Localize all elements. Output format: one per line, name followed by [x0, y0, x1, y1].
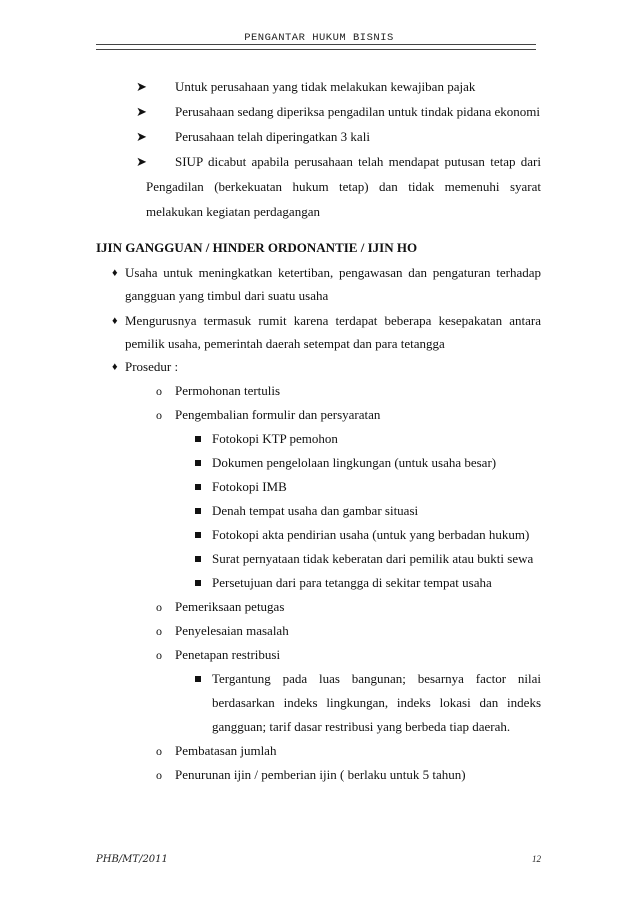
circle-bullet-icon: o: [156, 768, 162, 782]
requirement-item: Fotokopi IMB: [212, 479, 287, 494]
diamond-bullet-icon: ♦: [112, 315, 118, 327]
circle-bullet-icon: o: [156, 744, 162, 758]
circle-bullet-icon: o: [156, 384, 162, 398]
arrow-bullet-icon: ➤: [136, 154, 147, 169]
square-bullet-icon: [195, 436, 201, 442]
page-number: 12: [532, 854, 541, 864]
bullet-item: Mengurusnya termasuk rumit karena terdapat beberapa kesepakatan antara: [125, 313, 541, 328]
circle-bullet-icon: o: [156, 648, 162, 662]
procedure-step: Pembatasan jumlah: [175, 743, 277, 758]
header-rule: [96, 44, 536, 50]
arrow-bullet-icon: ➤: [136, 129, 147, 144]
square-bullet-icon: [195, 508, 201, 514]
circle-bullet-icon: o: [156, 408, 162, 422]
retribution-text: berdasarkan indeks lingkungan, indeks lokasi dan indeks: [212, 695, 541, 710]
arrow-bullet-icon: ➤: [136, 79, 147, 94]
arrow-item-continuation: melakukan kegiatan perdagangan: [146, 204, 320, 219]
page-header: PENGANTAR HUKUM BISNIS: [244, 32, 394, 44]
circle-bullet-icon: o: [156, 600, 162, 614]
square-bullet-icon: [195, 460, 201, 466]
procedure-step: Penyelesaian masalah: [175, 623, 289, 638]
procedure-step: Penurunan ijin / pemberian ijin ( berlaku untuk 5 tahun): [175, 767, 466, 782]
square-bullet-icon: [195, 532, 201, 538]
square-bullet-icon: [195, 484, 201, 490]
bullet-item-continuation: gangguan yang timbul dari suatu usaha: [125, 288, 329, 303]
arrow-item: Untuk perusahaan yang tidak melakukan kewajiban pajak: [175, 79, 476, 94]
square-bullet-icon: [195, 580, 201, 586]
bullet-item: Usaha untuk meningkatkan ketertiban, pengawasan dan pengaturan terhadap: [125, 265, 541, 280]
footer-code: PHB/MT/2011: [96, 854, 168, 865]
procedure-step: Pengembalian formulir dan persyaratan: [175, 407, 381, 422]
requirement-item: Fotokopi KTP pemohon: [212, 431, 338, 446]
requirement-item: Dokumen pengelolaan lingkungan (untuk usaha besar): [212, 455, 497, 470]
requirement-item: Surat pernyataan tidak keberatan dari pemilik atau bukti sewa: [212, 551, 534, 566]
requirement-item: Persetujuan dari para tetangga di sekitar tempat usaha: [212, 575, 492, 590]
bullet-item-continuation: pemilik usaha, pemerintah daerah setempat dan para tetangga: [125, 336, 445, 351]
square-bullet-icon: [195, 676, 201, 682]
section-heading: IJIN GANGGUAN / HINDER ORDONANTIE / IJIN HO: [96, 240, 418, 255]
retribution-text: gangguan; tarif dasar restribusi yang berbeda tiap daerah.: [212, 719, 511, 734]
requirement-item: Fotokopi akta pendirian usaha (untuk yang berbadan hukum): [212, 527, 530, 542]
diamond-bullet-icon: ♦: [112, 267, 118, 279]
circle-bullet-icon: o: [156, 624, 162, 638]
retribution-text: Tergantung pada luas bangunan; besarnya factor nilai: [212, 671, 541, 686]
procedure-step: Permohonan tertulis: [175, 383, 281, 398]
square-bullet-icon: [195, 556, 201, 562]
bullet-item: Prosedur :: [125, 359, 179, 374]
procedure-step: Pemeriksaan petugas: [175, 599, 285, 614]
arrow-item: SIUP dicabut apabila perusahaan telah mendapat putusan tetap dari: [175, 154, 541, 169]
diamond-bullet-icon: ♦: [112, 361, 118, 373]
arrow-item-continuation: Pengadilan (berkekuatan hukum tetap) dan tidak memenuhi syarat: [146, 179, 541, 194]
arrow-bullet-icon: ➤: [136, 104, 147, 119]
requirement-item: Denah tempat usaha dan gambar situasi: [212, 503, 419, 518]
arrow-item: Perusahaan telah diperingatkan 3 kali: [175, 129, 370, 144]
procedure-step: Penetapan restribusi: [175, 647, 281, 662]
arrow-item: Perusahaan sedang diperiksa pengadilan untuk tindak pidana ekonomi: [175, 104, 540, 119]
